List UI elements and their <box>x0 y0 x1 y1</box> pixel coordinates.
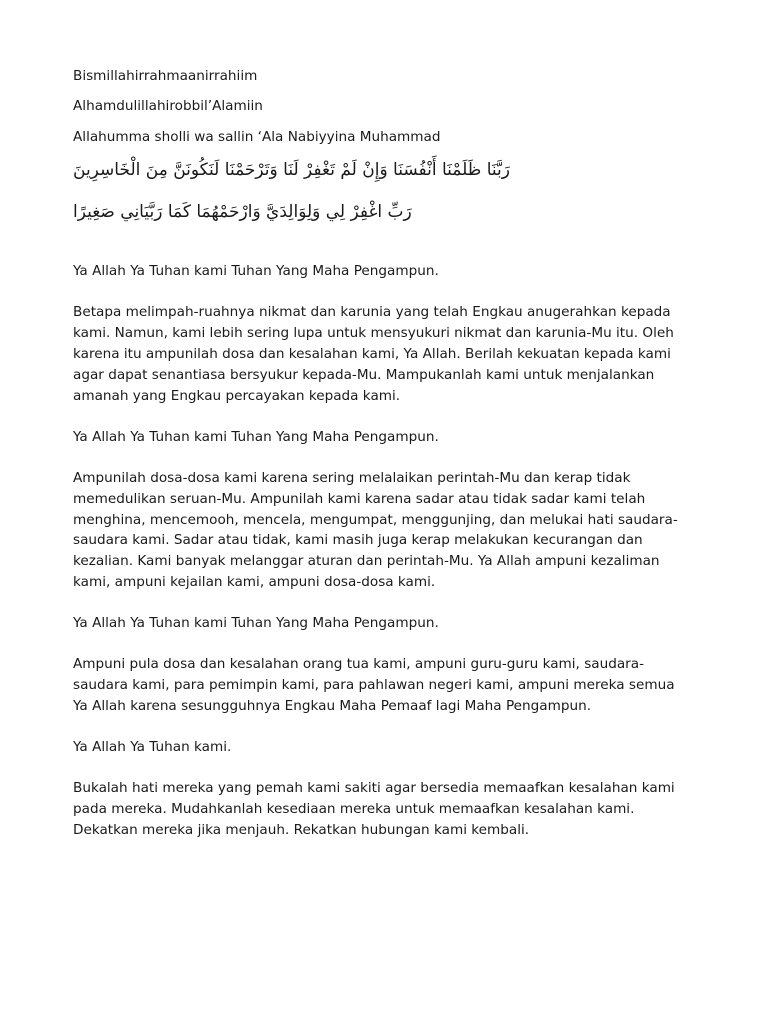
paragraph-parents-teachers: Ampuni pula dosa dan kesalahan orang tua kami, ampuni guru-guru kami, saudara-saudara kami, para pemimpin kami, para pahlawan negeri kami, ampuni mereka semua Ya Allah karena sesungguhnya Engkau Maha Pemaaf lagi Maha Pengampun. <box>73 656 675 714</box>
opening-lines <box>73 66 693 148</box>
arabic-prayer-line-1: رَبَّنَا ظَلَمْنَا أَنْفُسَنَا وَإِنْ لَمْ تَغْفِرْ لَنَا وَتَرْحَمْنَا لَنَكُونَنَّ مِنَ الْخَاسِرِينَ <box>73 160 510 181</box>
document-page <box>73 66 693 861</box>
arabic-prayer-line-2: رَبِّ اغْفِرْ لِي وَلِوَالِدَيَّ وَارْحَمْهُمَا كَمَا رَبَّيَانِي صَغِيرًا <box>73 202 412 223</box>
opening-hamdalah: Alhamdulillahirobbil’Alamiin <box>73 98 263 115</box>
section-spacer <box>73 225 693 261</box>
paragraph-reconciliation: Bukalah hati mereka yang pemah kami sakiti agar bersedia memaafkan kesalahan kami pada mereka. Mudahkanlah kesediaan mereka untuk memaafkan kesalahan kami. Dekatkan mereka jika menjauh. Rekatkan hubungan kami kembali. <box>73 780 675 838</box>
paragraph-invocation-2: Ya Allah Ya Tuhan kami Tuhan Yang Maha Pengampun. <box>73 428 439 445</box>
paragraph-gratitude: Betapa melimpah-ruahnya nikmat dan karunia yang telah Engkau anugerahkan kepada kami. Namun, kami lebih sering lupa untuk mensyukuri nikmat dan karunia-Mu itu. Oleh karena itu ampunilah dosa dan kesalahan kami, Ya Allah. Berilah kekuatan kepada kami agar dapat senantiasa bersyukur kepada-Mu. Mampukanlah kami untuk menjalankan amanah yang Engkau percayakan kepada kami. <box>73 304 674 404</box>
opening-sholawat: Allahumma sholli wa sallin ‘Ala Nabiyyina Muhammad <box>73 128 441 145</box>
paragraph-invocation-3: Ya Allah Ya Tuhan kami Tuhan Yang Maha Pengampun. <box>73 615 439 632</box>
paragraph-invocation-4: Ya Allah Ya Tuhan kami. <box>73 739 232 756</box>
paragraph-invocation-1: Ya Allah Ya Tuhan kami Tuhan Yang Maha Pengampun. <box>73 263 439 280</box>
opening-basmala: Bismillahirrahmaanirrahiim <box>73 68 258 84</box>
paragraph-forgiveness: Ampunilah dosa-dosa kami karena sering melalaikan perintah-Mu dan kerap tidak memedulikan seruan-Mu. Ampunilah kami karena sadar atau tidak sadar kami telah menghina, mencemooh, mencela, mengumpat, menggunjing, dan melukai hati saudara-saudara kami. Sadar atau tidak, kami masih juga kerap melakukan kecurangan dan kezalian. Kami banyak melanggar aturan dan perintah-Mu. Ya Allah ampuni kezaliman kami, ampuni kejailan kami, ampuni dosa-dosa kami. <box>73 469 678 590</box>
